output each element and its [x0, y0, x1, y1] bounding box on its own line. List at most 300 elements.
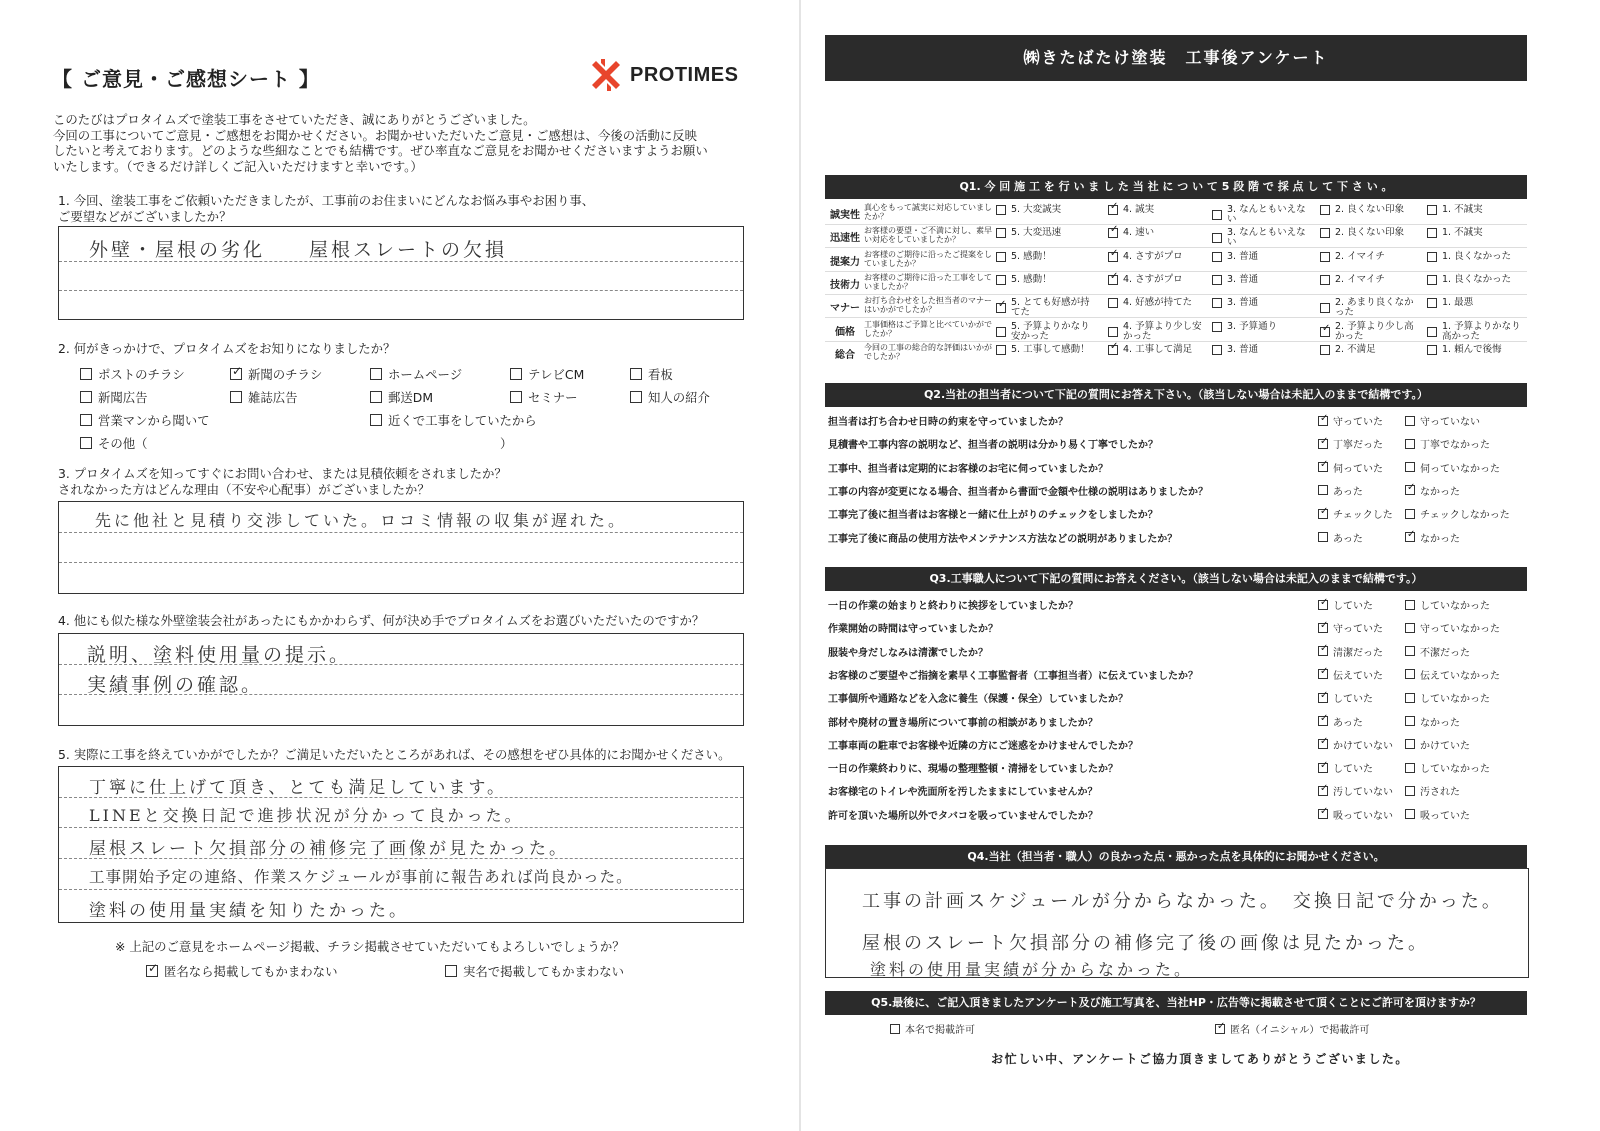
q1-option[interactable] — [1212, 345, 1258, 355]
q2-option[interactable] — [510, 365, 584, 383]
q2-option[interactable] — [370, 388, 433, 406]
q3-option-label: かけていた — [1420, 740, 1470, 752]
q1-description: お客様のご期待に沿ったご提案をしていましたか？ — [864, 249, 992, 268]
checkbox[interactable] — [630, 368, 642, 380]
checkbox[interactable] — [1427, 345, 1437, 355]
q3-option-label: 吸っていた — [1420, 810, 1470, 822]
q4-answer-box[interactable] — [825, 868, 1529, 978]
checkbox[interactable] — [1427, 298, 1437, 308]
q5-option-label: 本名で掲載許可 — [905, 1025, 975, 1036]
q2-option-label: 看板 — [648, 367, 673, 382]
checkbox[interactable] — [1212, 233, 1222, 243]
q3-option-no[interactable] — [1405, 760, 1490, 775]
q1-option-label: 2. 予算より少し高かった — [1335, 320, 1414, 342]
checkbox[interactable] — [1405, 786, 1415, 796]
q2-question: 工事中、担当者は定期的にお客様のお宅に伺っていましたか？ — [828, 463, 1108, 475]
checkbox[interactable] — [230, 368, 242, 380]
q4-question: 4. 他にも似た様な外壁塗装会社があったにもかかわらず、何が決め手でプロタイムズをお選びいただいたのですか？ — [58, 613, 705, 628]
checkbox[interactable] — [996, 252, 1006, 262]
checkbox[interactable] — [1427, 275, 1437, 285]
q2-option-no[interactable] — [1405, 506, 1510, 521]
q1-option[interactable] — [1320, 345, 1376, 355]
q5-answer-box[interactable] — [58, 766, 744, 923]
q3-option-no[interactable] — [1405, 667, 1500, 682]
q1-option[interactable] — [1212, 322, 1277, 332]
q1-option-label: 2. 良くない印象 — [1335, 227, 1405, 239]
checkbox[interactable] — [1108, 228, 1118, 238]
q2-option[interactable] — [630, 388, 710, 406]
checkbox[interactable] — [1405, 439, 1415, 449]
q2-option-no[interactable] — [1405, 483, 1460, 498]
checkbox[interactable] — [1320, 303, 1330, 313]
q3-option-label: 汚された — [1420, 787, 1460, 799]
q1-option[interactable] — [1427, 228, 1483, 238]
q3-option-label: 不潔だった — [1420, 647, 1470, 659]
checkbox[interactable] — [1320, 327, 1330, 337]
q2-option-yes[interactable] — [1318, 506, 1393, 521]
q1-option[interactable] — [1427, 275, 1511, 285]
q2-question: 見積書や工事内容の説明など、担当者の説明は分かり易く丁寧でしたか？ — [828, 440, 1158, 452]
q1-option[interactable] — [1320, 228, 1404, 238]
q1-option[interactable] — [996, 275, 1052, 285]
q1-option-label: 3. 普通 — [1227, 273, 1259, 285]
protimes-x-icon — [588, 57, 624, 93]
checkbox[interactable] — [996, 303, 1006, 313]
checkbox[interactable] — [1212, 322, 1222, 332]
checkbox[interactable] — [445, 965, 457, 977]
q5-answer-4: 工事開始予定の連絡、作業スケジュールが事前に報告あれば尚良かった。 — [89, 868, 633, 886]
q1-answer-box[interactable] — [58, 226, 744, 320]
q1-option[interactable] — [996, 345, 1090, 355]
q4-answer-3: 塗料の使用量実績が分からなかった。 — [870, 960, 1194, 979]
right-page — [800, 0, 1600, 1131]
q3-question: 許可を頂いた場所以外でタバコを吸っていませんでしたか？ — [828, 810, 1098, 822]
checkbox[interactable] — [1108, 327, 1118, 337]
checkbox[interactable] — [370, 368, 382, 380]
q5-option-anonymous[interactable] — [1215, 1021, 1369, 1036]
q2-option[interactable] — [370, 365, 462, 383]
q1-option-label: 4. 好感が持てた — [1123, 297, 1193, 309]
q3-option-label: 伝えていなかった — [1420, 670, 1500, 682]
q2-option-yes[interactable] — [1318, 460, 1383, 475]
q1-option-label: 1. 良くなかった — [1442, 250, 1512, 262]
q3-option-yes[interactable] — [1318, 760, 1373, 775]
q2-option-label: 守っていない — [1420, 417, 1480, 428]
q1-option-label: 1. 良くなかった — [1442, 273, 1512, 285]
q3-option-label: 清潔だった — [1333, 647, 1383, 659]
publish-option-realname[interactable] — [445, 962, 624, 980]
q3-option-label: 吸っていない — [1333, 810, 1393, 822]
q2-option-label: テレビCM — [528, 367, 585, 382]
row-divider — [825, 317, 1527, 318]
q2-option[interactable] — [230, 388, 298, 406]
q2-option-label: あった — [1333, 486, 1363, 498]
checkbox[interactable] — [996, 327, 1006, 337]
q3-option-label: していなかった — [1420, 694, 1490, 706]
q2-option-label: 営業マンから聞いて — [98, 413, 210, 428]
q1-option[interactable] — [1212, 228, 1311, 248]
q1-option[interactable] — [1108, 205, 1154, 215]
q2-option[interactable] — [370, 411, 537, 429]
checkbox[interactable] — [996, 205, 1006, 215]
q2-question: 工事完了後に商品の使用方法やメンテナンス方法などの説明がありましたか？ — [828, 533, 1178, 545]
q1-option-label: 3. 普通 — [1227, 343, 1259, 355]
q2-title: Q2.当社の担当者について下記の質問にお答え下さい。（該当しない場合は未記入のままで結構です。） — [825, 383, 1527, 407]
checkbox[interactable] — [1405, 763, 1415, 773]
checkbox[interactable] — [1212, 345, 1222, 355]
checkbox[interactable] — [1318, 509, 1328, 519]
checkbox[interactable] — [1320, 228, 1330, 238]
q1-option[interactable] — [1108, 228, 1154, 238]
q3-option-no[interactable] — [1405, 620, 1500, 635]
q3-option-yes[interactable] — [1318, 644, 1383, 659]
checkbox[interactable] — [80, 414, 92, 426]
q1-option-label: 2. イマイチ — [1335, 250, 1385, 262]
q2-option-yes[interactable] — [1318, 413, 1383, 428]
q1-option[interactable] — [1427, 298, 1473, 308]
thank-you-footer: お忙しい中、アンケートご協力頂きましてありがとうございました。 — [991, 1052, 1409, 1066]
checkbox[interactable] — [1318, 739, 1328, 749]
checkbox[interactable] — [1212, 298, 1222, 308]
q4-answer-box[interactable] — [58, 633, 744, 726]
checkbox[interactable] — [1318, 532, 1328, 542]
checkbox[interactable] — [1318, 809, 1328, 819]
q1-category: 総合 — [835, 349, 855, 361]
q2-question: 工事の内容が変更になる場合、担当者から書面で金額や仕様の説明はありましたか？ — [828, 486, 1208, 498]
checkbox[interactable] — [1318, 716, 1328, 726]
q5-answer-3: 屋根スレート欠損部分の補修完了画像が見たかった。 — [89, 839, 569, 859]
q1-description: 工事価格はご予算と比べていかがでしたか？ — [864, 319, 992, 338]
q5-answer-2: LINEと交換日記で進捗状況が分かって良かった。 — [89, 806, 524, 825]
checkbox[interactable] — [1405, 669, 1415, 679]
q1-option-label: 4. さすがプロ — [1123, 273, 1183, 285]
q3-question: 一日の作業終わりに、現場の整理整頓・清掃をしていましたか？ — [828, 764, 1118, 776]
q1-category: 提案力 — [830, 256, 860, 268]
q1-answer: 外壁・屋根の劣化 屋根スレートの欠損 — [89, 239, 508, 261]
q2-option-yes[interactable] — [1318, 530, 1363, 545]
q2-option[interactable] — [510, 388, 578, 406]
q2-question: 担当者は打ち合わせ日時の約束を守っていましたか？ — [828, 417, 1068, 428]
q1-description: 真心をもって誠実に対応していましたか？ — [864, 203, 992, 221]
q4-answer-1: 工事の計画スケジュールが分からなかった。 交換日記で分かった。 — [862, 891, 1503, 912]
q1-option-label: 1. 最悪 — [1442, 297, 1474, 309]
checkbox[interactable] — [1405, 693, 1415, 703]
q2-option-label: チェックした — [1333, 510, 1393, 522]
checkbox[interactable] — [1318, 623, 1328, 633]
q1-option-label: 4. 予算より少し安かった — [1123, 320, 1202, 342]
checkbox[interactable] — [370, 391, 382, 403]
q3-question: お客様のご要望やご指摘を素早く工事監督者（工事担当者）に伝えていましたか？ — [828, 670, 1198, 682]
q1-option[interactable] — [1320, 252, 1385, 262]
checkbox[interactable] — [1318, 693, 1328, 703]
q1-option[interactable] — [996, 322, 1095, 342]
q3-option-yes[interactable] — [1318, 667, 1383, 682]
q1-option-label: 5. 大変迅速 — [1011, 227, 1062, 239]
q1-option[interactable] — [1108, 298, 1192, 308]
checkbox[interactable] — [1427, 205, 1437, 215]
q1-option-label: 2. 良くない印象 — [1335, 204, 1405, 215]
q3-option-no[interactable] — [1405, 644, 1470, 659]
checkbox[interactable] — [1108, 275, 1118, 285]
checkbox[interactable] — [1318, 462, 1328, 472]
q1-option-label: 3. 予算通り — [1227, 320, 1278, 332]
q1-question: 1. 今回、塗装工事をご依頼いただきましたが、工事前のお住まいにどんなお悩み事やお困り事、 ご要望などがございましたか？ — [58, 193, 595, 224]
q3-question: 一日の作業の始まりと終わりに挨拶をしていましたか？ — [828, 601, 1078, 612]
q3-option-no[interactable] — [1405, 807, 1470, 822]
q3-question: 工事車両の駐車でお客様や近隣の方にご迷惑をかけませんでしたか？ — [828, 740, 1138, 752]
q2-option[interactable] — [230, 365, 322, 383]
q2-option-label: なかった — [1420, 486, 1460, 498]
q3-option-label: かけていない — [1333, 740, 1393, 752]
q5-option-realname[interactable] — [890, 1021, 975, 1036]
checkbox[interactable] — [630, 391, 642, 403]
q1-option-label: 2. あまり良くなかった — [1335, 297, 1414, 319]
q1-option[interactable] — [1320, 275, 1385, 285]
q3-option-label: していなかった — [1420, 764, 1490, 776]
q1-option[interactable] — [1427, 205, 1483, 215]
checkbox[interactable] — [1318, 416, 1328, 426]
checkbox[interactable] — [80, 391, 92, 403]
checkbox[interactable] — [1318, 786, 1328, 796]
checkbox[interactable] — [510, 391, 522, 403]
q2-option-label: 新聞広告 — [98, 390, 148, 405]
checkbox[interactable] — [1405, 509, 1415, 519]
q2-other-close: ） — [500, 436, 513, 451]
checkbox[interactable] — [80, 368, 92, 380]
checkbox[interactable] — [1108, 205, 1118, 215]
checkbox[interactable] — [1405, 600, 1415, 610]
q5-question: 5. 実際に工事を終えていかがでしたか？ご満足いただいたところがあれば、その感想をぜひ具体的にお聞かせください。 — [58, 747, 731, 762]
q2-option-yes[interactable] — [1318, 483, 1363, 498]
q5-title: Q5.最後に、ご記入頂きましたアンケート及び施工写真を、当社HP・広告等に掲載させて頂くことにご許可を頂けますか？ — [825, 991, 1527, 1015]
publish-option-anonymous[interactable] — [146, 962, 337, 980]
q1-option-label: 1. 予算よりかなり高かった — [1442, 320, 1521, 342]
q3-option-no[interactable] — [1405, 783, 1460, 798]
q2-option-label: 守っていた — [1333, 417, 1383, 428]
checkbox[interactable] — [1405, 462, 1415, 472]
q1-option[interactable] — [996, 205, 1061, 215]
q3-title: Q3.工事職人について下記の質問にお答えください。（該当しない場合は未記入のままで結構です。） — [825, 567, 1527, 591]
q1-description: 今回の工事の総合的な評価はいかがでしたか？ — [864, 342, 992, 361]
checkbox[interactable] — [370, 414, 382, 426]
checkbox[interactable] — [1318, 439, 1328, 449]
q2-option-label: 伺っていなかった — [1420, 463, 1500, 475]
checkbox[interactable] — [1212, 210, 1222, 220]
q2-option[interactable] — [80, 365, 185, 383]
q1-option-label: 3. 普通 — [1227, 297, 1259, 309]
q2-question: 2. 何がきっかけで、プロタイムズをお知りになりましたか？ — [58, 341, 396, 356]
q3-option-yes[interactable] — [1318, 714, 1363, 729]
checkbox[interactable] — [1318, 485, 1328, 495]
q1-option[interactable] — [1320, 322, 1419, 342]
checkbox[interactable] — [1320, 252, 1330, 262]
checkbox[interactable] — [1405, 809, 1415, 819]
checkbox[interactable] — [1427, 327, 1437, 337]
q1-category: 誠実性 — [830, 210, 860, 221]
q3-option-yes[interactable] — [1318, 783, 1393, 798]
q4-answer-line2: 実績事例の確認。 — [87, 674, 264, 696]
q1-option-label: 5. 工事して感動！ — [1011, 343, 1090, 355]
checkbox[interactable] — [1405, 416, 1415, 426]
q1-title: Q1. 今 回 施 工 を 行 い ま し た 当 社 に つ い て 5 段 階 で 採 点 し て 下 さ い 。 — [825, 175, 1527, 199]
q2-option-label: 郵送DM — [388, 390, 434, 405]
checkbox[interactable] — [1405, 532, 1415, 542]
publish-option-label: 実名で掲載してもかまわない — [463, 964, 625, 979]
checkbox[interactable] — [1212, 275, 1222, 285]
checkbox[interactable] — [996, 275, 1006, 285]
q1-category: 技術力 — [830, 279, 860, 291]
q3-option-no[interactable] — [1405, 690, 1490, 705]
checkbox[interactable] — [1427, 228, 1437, 238]
checkbox[interactable] — [146, 965, 158, 977]
q3-option-yes[interactable] — [1318, 620, 1383, 635]
q1-category: マナー — [830, 303, 860, 315]
checkbox[interactable] — [1108, 252, 1118, 262]
checkbox[interactable] — [1215, 1024, 1225, 1034]
checkbox[interactable] — [1318, 763, 1328, 773]
q2-option-no[interactable] — [1405, 436, 1490, 451]
row-divider — [825, 247, 1527, 248]
checkbox[interactable] — [1405, 739, 1415, 749]
q1-option[interactable] — [1320, 298, 1419, 318]
q1-option[interactable] — [1212, 252, 1258, 262]
protimes-logo — [588, 57, 738, 93]
q1-option[interactable] — [996, 298, 1095, 318]
q2-option-no[interactable] — [1405, 413, 1480, 428]
q3-option-label: していなかった — [1420, 601, 1490, 612]
q1-option-label: 5. とても好感が持てた — [1011, 297, 1090, 319]
q2-option-no[interactable] — [1405, 530, 1460, 545]
checkbox[interactable] — [1405, 646, 1415, 656]
q2-option-label: ポストのチラシ — [98, 367, 185, 382]
q3-option-label: していた — [1333, 694, 1373, 706]
q2-option[interactable] — [80, 388, 148, 406]
row-divider — [825, 271, 1527, 272]
checkbox[interactable] — [1405, 716, 1415, 726]
checkbox[interactable] — [890, 1024, 900, 1034]
q1-option-label: 1. 不誠実 — [1442, 204, 1483, 215]
q1-option-label: 3. なんともいえない — [1227, 204, 1306, 225]
q2-option-label: 丁寧だった — [1333, 440, 1383, 452]
q1-option-label: 2. 不満足 — [1335, 343, 1376, 355]
q1-option-label: 1. 頼んで後悔 — [1442, 343, 1502, 355]
row-divider — [825, 224, 1527, 225]
row-divider — [825, 341, 1527, 342]
q1-option[interactable] — [1108, 345, 1192, 355]
checkbox[interactable] — [510, 368, 522, 380]
intro-text: このたびはプロタイムズで塗装工事をさせていただき、誠にありがとうございました。 今回の工事についてご意見・ご感想をお聞かせください。お聞かせいただいたご意見・ご感想は、今後の活動に反映 したいと考えております。どのような些細なことでも結構です。ぜひ率直なご意見をお聞かせくださいますようお願い いたします。（できるだけ詳しくご記入いただけますと幸いです。） — [53, 112, 708, 174]
q1-option[interactable] — [1320, 205, 1404, 215]
checkbox[interactable] — [1212, 252, 1222, 262]
q2-option[interactable] — [80, 411, 210, 429]
q2-question: 工事完了後に担当者はお客様と一緒に仕上がりのチェックをしましたか？ — [828, 510, 1158, 522]
checkbox[interactable] — [1108, 345, 1118, 355]
q2-option-no[interactable] — [1405, 460, 1500, 475]
q3-question: 作業開始の時間は守っていましたか？ — [828, 624, 998, 636]
checkbox[interactable] — [996, 345, 1006, 355]
q3-option-yes[interactable] — [1318, 690, 1373, 705]
sheet-title: 【 ご意見・ご感想シート 】 — [52, 67, 320, 91]
checkbox[interactable] — [1427, 252, 1437, 262]
q1-option-label: 5. 大変誠実 — [1011, 204, 1062, 215]
survey-header: ㈱きたばたけ塗装 工事後アンケート — [825, 35, 1527, 81]
q2-option-yes[interactable] — [1318, 436, 1383, 451]
checkbox[interactable] — [1320, 275, 1330, 285]
q3-option-yes[interactable] — [1318, 737, 1393, 752]
q3-option-no[interactable] — [1405, 737, 1470, 752]
checkbox[interactable] — [1320, 345, 1330, 355]
checkbox[interactable] — [80, 437, 92, 449]
logo-text: PROTIMES — [630, 63, 739, 86]
checkbox[interactable] — [1318, 600, 1328, 610]
q3-answer-box[interactable] — [58, 501, 744, 594]
q1-option-label: 4. 誠実 — [1123, 204, 1155, 215]
q1-option[interactable] — [996, 252, 1052, 262]
q1-option[interactable] — [1212, 298, 1258, 308]
q1-category: 迅速性 — [830, 233, 860, 245]
q3-option-label: 伝えていた — [1333, 670, 1383, 682]
q1-option[interactable] — [1212, 275, 1258, 285]
q3-option-no[interactable] — [1405, 714, 1460, 729]
q1-option[interactable] — [1108, 252, 1183, 262]
q1-option[interactable] — [1427, 322, 1526, 342]
row-divider — [825, 294, 1527, 295]
q1-option[interactable] — [1108, 275, 1183, 285]
q3-option-yes[interactable] — [1318, 597, 1373, 612]
q4-answer-2: 屋根のスレート欠損部分の補修完了後の画像は見たかった。 — [862, 933, 1429, 954]
q1-description: お打ち合わせをした担当者のマナーはいかがでしたか？ — [864, 296, 992, 315]
q1-option-label: 5. 予算よりかなり安かった — [1011, 320, 1090, 342]
q1-option[interactable] — [1212, 205, 1311, 225]
q2-option[interactable] — [80, 434, 148, 452]
checkbox[interactable] — [1405, 485, 1415, 495]
q2-option-label: 雑誌広告 — [248, 390, 298, 405]
checkbox[interactable] — [1320, 205, 1330, 215]
q2-option-label: 丁寧でなかった — [1420, 440, 1490, 452]
q3-option-label: していた — [1333, 601, 1373, 612]
checkbox[interactable] — [1318, 646, 1328, 656]
q1-option[interactable] — [1108, 322, 1207, 342]
q1-option[interactable] — [1427, 345, 1502, 355]
q1-category: 価格 — [835, 326, 855, 338]
q1-option[interactable] — [1427, 252, 1511, 262]
q3-option-label: 守っていた — [1333, 624, 1383, 636]
q2-option-label: 新聞のチラシ — [248, 367, 323, 382]
checkbox[interactable] — [230, 391, 242, 403]
q2-option[interactable] — [630, 365, 673, 383]
q3-question: 服装や身だしなみは清潔でしたか？ — [828, 647, 988, 659]
q1-description: お客様のご期待に沿った工事をしていましたか？ — [864, 272, 992, 291]
q2-option-label: セミナー — [528, 390, 578, 405]
q1-option-label: 3. 普通 — [1227, 250, 1259, 262]
checkbox[interactable] — [996, 228, 1006, 238]
q1-option[interactable] — [996, 228, 1061, 238]
q3-question: 工事個所や通路などを入念に養生（保護・保全）していましたか？ — [828, 694, 1128, 706]
q3-option-yes[interactable] — [1318, 807, 1393, 822]
q3-option-no[interactable] — [1405, 597, 1490, 612]
q2-option-label: ホームページ — [388, 367, 463, 382]
q1-option-label: 5. 感動！ — [1011, 250, 1052, 262]
checkbox[interactable] — [1405, 623, 1415, 633]
q1-option-label: 3. なんともいえない — [1227, 227, 1306, 249]
q2-option-label: あった — [1333, 533, 1363, 545]
q3-answer: 先に他社と見積り交渉していた。ロコミ情報の収集が遅れた。 — [95, 511, 628, 530]
q4-title: Q4.当社（担当者・職人）の良かった点・悪かった点を具体的にお聞かせください。 — [825, 845, 1527, 869]
checkbox[interactable] — [1318, 669, 1328, 679]
q2-option-label: その他（ — [98, 436, 148, 451]
checkbox[interactable] — [1108, 298, 1118, 308]
q1-option-label: 5. 感動！ — [1011, 273, 1052, 285]
